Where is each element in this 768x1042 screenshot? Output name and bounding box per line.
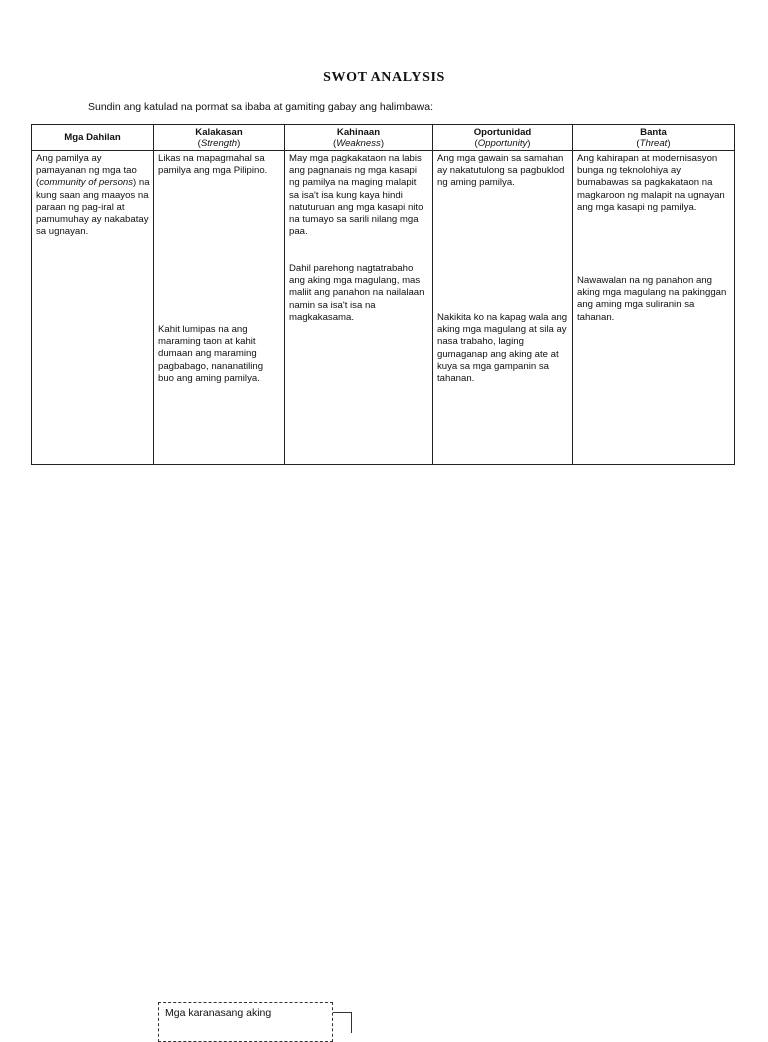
banta-item: Nawawalan na ng panahon ang aking mga magulang na pakinggan ang aming mga suliranin sa tahanan.: [577, 275, 727, 323]
cell-kalakasan: [154, 151, 285, 465]
table-row: [32, 151, 735, 465]
header-english: (Threat): [636, 137, 671, 149]
swot-table: [31, 124, 735, 465]
connector-line: [333, 1012, 352, 1033]
instruction-text: Sundin ang katulad na pormat sa ibaba at gamiting gabay ang halimbawa:: [88, 101, 433, 113]
header-label: Banta: [640, 126, 667, 138]
page-title: SWOT ANALYSIS: [323, 70, 445, 85]
kalakasan-item: Likas na mapagmahal sa pamilya ang mga Pilipino.: [158, 153, 268, 177]
header-english: (Weakness): [332, 137, 385, 149]
header-label: Kalakasan: [195, 126, 243, 138]
header-english: (Strength): [197, 137, 241, 149]
note-box: [158, 1002, 333, 1042]
header-kalakasan: [154, 125, 285, 151]
dahilan-text: Ang pamilya ay pamayanan ng mga tao (community of persons) na kung saan ang maayos na paraan ng pag-iral at pamumuhay ay nakabatay sa ugnayan.: [36, 153, 150, 238]
oportunidad-item: Nakikita ko na kapag wala ang aking mga magulang at sila ay nasa trabaho, laging gumaganap ang aking ate at kuya sa mga gampanin sa tahanan.: [437, 312, 568, 385]
oportunidad-item: Ang mga gawain sa samahan ay nakatutulong sa pagbuklod ng aming pamilya.: [437, 153, 565, 189]
kalakasan-item: Kahit lumipas na ang maraming taon at kahit dumaan ang maraming pagbabago, nananatiling buo ang aming pamilya.: [158, 324, 264, 384]
kahinaan-item: May mga pagkakataon na labis ang pagnanais ng mga kasapi ng pamilya na maging malapit sa isa't isa kung kaya hindi natuturuan ang mga kasapi nito na tumayo sa sarili nilang mga paa.: [289, 153, 424, 238]
table-header-row: [32, 125, 735, 151]
cell-banta: [573, 151, 735, 465]
header-banta: [573, 125, 735, 151]
header-oportunidad: [433, 125, 573, 151]
banta-item: Ang kahirapan at modernisasyon bunga ng teknolohiya ay bumabawas sa pagkakataon na magkaroon ng malapit na ugnayan ang mga kasapi ng pamilya.: [577, 153, 725, 213]
note-box-text: Mga karanasang aking: [165, 1007, 272, 1019]
header-label: Kahinaan: [336, 126, 381, 138]
cell-mga-dahilan: [32, 151, 154, 465]
cell-kahinaan: [285, 151, 433, 465]
header-label: Mga Dahilan: [64, 132, 121, 143]
header-kahinaan: [285, 125, 433, 151]
header-english: (Opportunity): [474, 137, 531, 149]
header-mga-dahilan: [32, 125, 154, 151]
header-label: Oportunidad: [473, 126, 532, 138]
kahinaan-item: Dahil parehong nagtatrabaho ang aking mga magulang, mas maliit ang panahon na nailalaan namin sa isa't isa na magkakasama.: [289, 263, 425, 323]
cell-oportunidad: [433, 151, 573, 465]
